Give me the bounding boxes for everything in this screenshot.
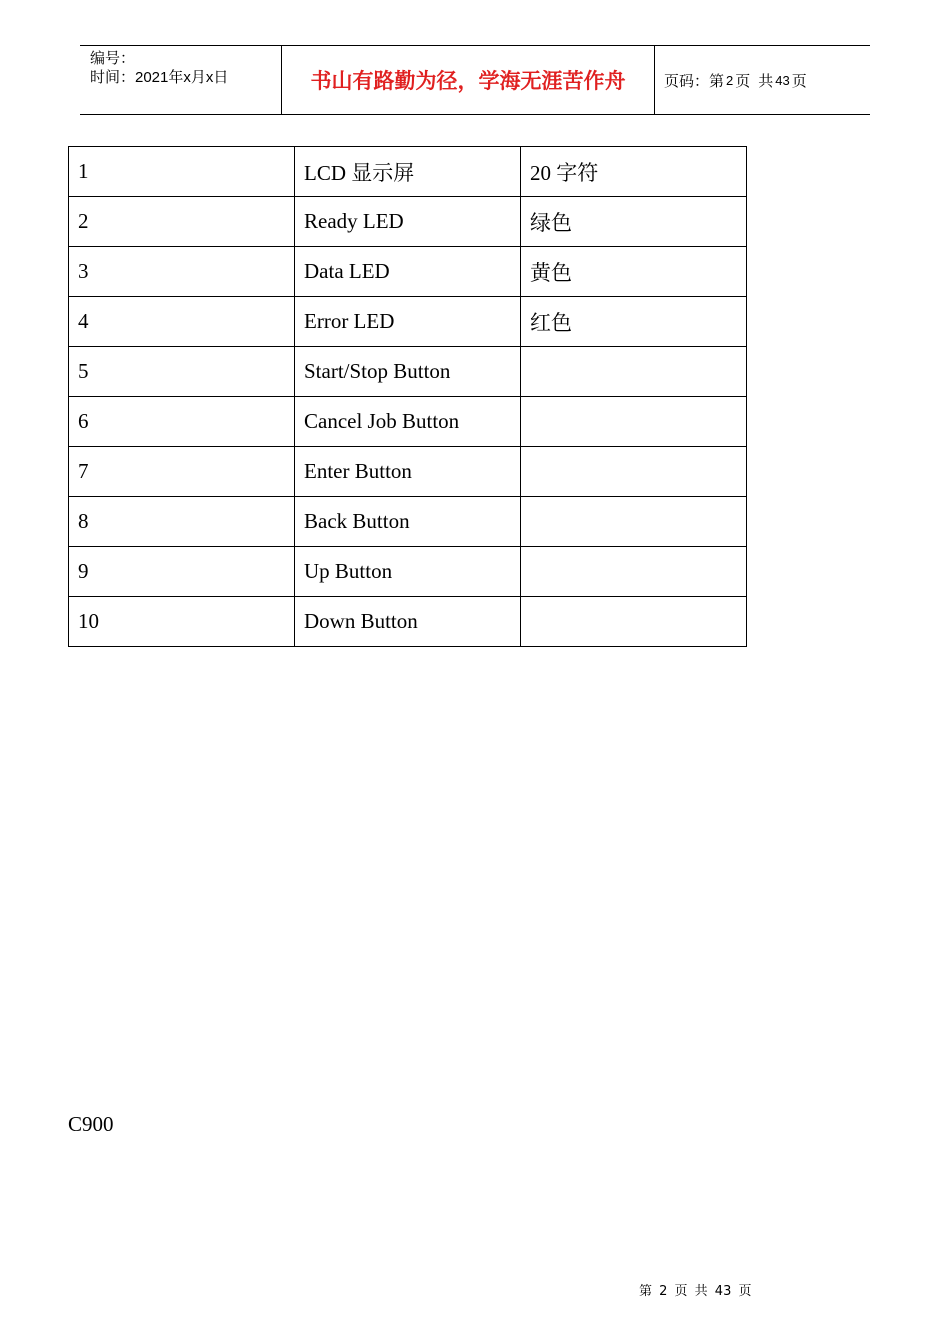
table-cell: 7: [69, 447, 295, 497]
table-cell: 绿色: [521, 197, 747, 247]
page-footer: 第 2 页 共 43 页: [639, 1284, 752, 1299]
table-cell: [521, 497, 747, 547]
table-cell: [521, 447, 747, 497]
table-cell: 8: [69, 497, 295, 547]
table-cell: Ready LED: [295, 197, 521, 247]
table-cell: Cancel Job Button: [295, 397, 521, 447]
page-header: [80, 45, 870, 115]
table-cell: Down Button: [295, 597, 521, 647]
table-cell: 5: [69, 347, 295, 397]
table-row: [69, 447, 747, 497]
table-cell: 黄色: [521, 247, 747, 297]
table-row: [69, 147, 747, 197]
table-cell: [521, 597, 747, 647]
table-cell: 9: [69, 547, 295, 597]
header-slogan: 书山有路勤为径，学海无涯苦作舟: [281, 46, 655, 114]
table-row: [69, 247, 747, 297]
table-row: [69, 347, 747, 397]
table-row: [69, 547, 747, 597]
header-time-label: 时间：2021年x月x日: [90, 69, 229, 86]
table-cell: 10: [69, 597, 295, 647]
table-cell: Start/Stop Button: [295, 347, 521, 397]
table-cell: 红色: [521, 297, 747, 347]
table-cell: LCD 显示屏: [295, 147, 521, 197]
header-page-total: 43: [775, 72, 790, 88]
table-row: [69, 497, 747, 547]
table-cell: Error LED: [295, 297, 521, 347]
table-cell: 1: [69, 147, 295, 197]
header-page-unit: 页: [735, 72, 751, 90]
header-page-label: 页码：第: [664, 72, 725, 90]
header-page-current: 2: [726, 72, 734, 88]
table-cell: [521, 547, 747, 597]
table-row: [69, 397, 747, 447]
table-row: [69, 597, 747, 647]
header-number-label: 编号：: [90, 50, 136, 67]
table-cell: Data LED: [295, 247, 521, 297]
header-page-info: [655, 46, 870, 114]
table-cell: 6: [69, 397, 295, 447]
table-cell: 3: [69, 247, 295, 297]
table-cell: 20 字符: [521, 147, 747, 197]
table-cell: Enter Button: [295, 447, 521, 497]
table-row: [69, 197, 747, 247]
table-cell: Back Button: [295, 497, 521, 547]
header-meta: [80, 46, 281, 114]
table-cell: [521, 347, 747, 397]
model-name: C900: [68, 1112, 114, 1136]
table-cell: 2: [69, 197, 295, 247]
spec-table: [68, 146, 747, 647]
table-cell: [521, 397, 747, 447]
table-cell: 4: [69, 297, 295, 347]
table-row: [69, 297, 747, 347]
header-total-label: 共: [758, 72, 774, 90]
header-total-unit: 页: [791, 72, 807, 90]
table-cell: Up Button: [295, 547, 521, 597]
